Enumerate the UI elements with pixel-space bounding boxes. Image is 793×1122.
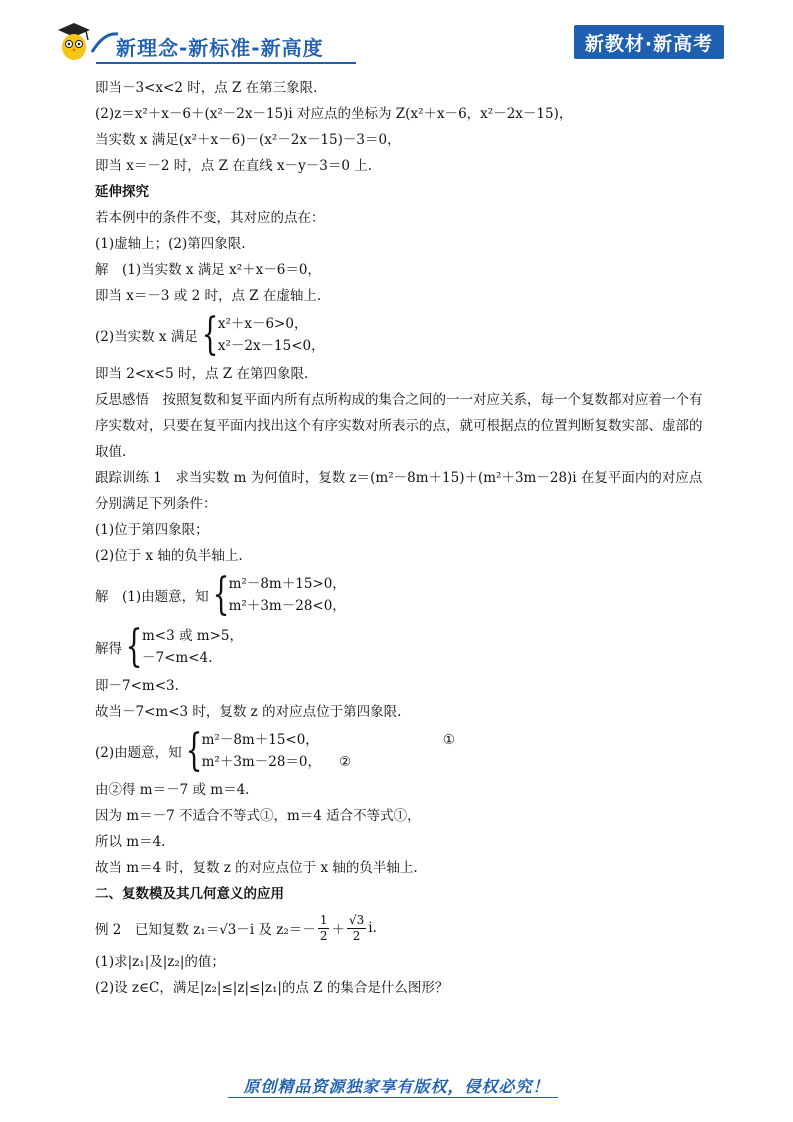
page-header bbox=[0, 0, 793, 70]
example-2-statement bbox=[95, 907, 705, 949]
text-line: 故当 m＝4 时，复数 z 的对应点位于 x 轴的负半轴上. bbox=[95, 860, 418, 876]
text-line: 即当 x＝－3 或 2 时，点 Z 在虚轴上. bbox=[95, 288, 322, 304]
fraction bbox=[347, 913, 366, 944]
text-line: 若本例中的条件不变，其对应的点在： bbox=[95, 210, 325, 226]
system-line: x²－2x－15<0， bbox=[217, 338, 325, 354]
text-line: 当实数 x 满足(x²＋x－6)－(x²－2x－15)－3＝0， bbox=[95, 132, 401, 148]
text-line: (2)z＝x²＋x－6＋(x²－2x－15)i 对应点的坐标为 Z(x²＋x－6，x²－2x－15)， bbox=[95, 106, 573, 122]
text-line: 解 (1)当实数 x 满足 x²＋x－6＝0， bbox=[95, 262, 321, 278]
text-line: 即当－3<x<2 时，点 Z 在第三象限. bbox=[95, 80, 318, 96]
text-line: 即－7<m<3. bbox=[95, 678, 179, 694]
text-line: 即当 2<x<5 时，点 Z 在第四象限. bbox=[95, 366, 309, 382]
fraction-numerator: 1 bbox=[319, 912, 328, 927]
system-line: x²＋x－6>0， bbox=[217, 316, 308, 332]
text-line: (2)设 z∈C，满足|z₂|≤|z|≤|z₁|的点 Z 的集合是什么图形？ bbox=[95, 980, 449, 996]
system-line-text: m²－8m＋15<0， bbox=[201, 732, 319, 748]
equation-system bbox=[95, 569, 705, 621]
example-text: ＋ bbox=[331, 922, 345, 938]
system-line: m²＋3m－28<0， bbox=[228, 598, 346, 614]
equation-system bbox=[95, 725, 705, 777]
system-line: －7<m<4. bbox=[142, 650, 213, 666]
system-line bbox=[202, 751, 455, 773]
system-prefix: 解 (1)由题意，知 bbox=[95, 589, 209, 605]
example-text: i. bbox=[368, 920, 377, 936]
text-line: (1)位于第四象限； bbox=[95, 522, 209, 538]
subheading-extension: 延伸探究 bbox=[95, 184, 149, 200]
system-prefix: 解得 bbox=[95, 641, 122, 657]
circled-number: ② bbox=[339, 754, 352, 770]
circled-number: ① bbox=[442, 732, 455, 748]
system-line: m²－8m＋15>0， bbox=[228, 576, 346, 592]
header-slogan: 新理念-新标准-新高度 bbox=[116, 36, 324, 60]
text-line: 故当－7<m<3 时，复数 z 的对应点位于第四象限. bbox=[95, 704, 402, 720]
text-line: 即当 x＝－2 时，点 Z 在直线 x－y－3＝0 上. bbox=[95, 158, 373, 174]
system-prefix: (2)当实数 x 满足 bbox=[95, 329, 198, 345]
text-line: (2)位于 x 轴的负半轴上. bbox=[95, 548, 243, 564]
section-heading: 二、复数模及其几何意义的应用 bbox=[95, 886, 284, 902]
equation-system bbox=[95, 309, 705, 361]
fraction-numerator: √3 bbox=[348, 912, 365, 927]
brace-icon: { bbox=[201, 309, 219, 360]
copyright-footer: 原创精品资源独家享有版权，侵权必究！ bbox=[243, 1077, 550, 1096]
brace-icon: { bbox=[212, 569, 230, 620]
footer-underline bbox=[228, 1097, 558, 1098]
system-line bbox=[202, 729, 455, 751]
fraction-denominator: 2 bbox=[319, 928, 328, 943]
text-line: (1)虚轴上；(2)第四象限. bbox=[95, 236, 246, 252]
text-line: 所以 m＝4. bbox=[95, 834, 166, 850]
fraction-denominator: 2 bbox=[352, 928, 361, 943]
brand-badge: 新教材·新高考 bbox=[574, 25, 724, 59]
header-underline bbox=[96, 62, 356, 64]
practice-paragraph: 跟踪训练 1 求当实数 m 为何值时，复数 z＝(m²－8m＋15)＋(m²＋3m－28)i 在复平面内的对应点分别满足下列条件： bbox=[95, 470, 703, 512]
text-line: 由②得 m＝－7 或 m＝4. bbox=[95, 782, 250, 798]
system-prefix: (2)由题意，知 bbox=[95, 745, 182, 761]
system-line: m<3 或 m>5， bbox=[142, 628, 243, 644]
brace-icon: { bbox=[125, 621, 143, 672]
text-line: 因为 m＝－7 不适合不等式①，m＝4 适合不等式①， bbox=[95, 808, 421, 824]
example-text: 例 2 已知复数 z₁＝√3－i 及 z₂＝－ bbox=[95, 922, 316, 938]
document-body bbox=[95, 75, 705, 1001]
brace-icon: { bbox=[185, 725, 203, 776]
system-line-text: m²＋3m－28＝0， bbox=[201, 754, 321, 770]
text-line: (1)求|z₁|及|z₂|的值； bbox=[95, 954, 225, 970]
fraction bbox=[318, 913, 330, 944]
equation-system bbox=[95, 621, 705, 673]
reflection-paragraph: 反思感悟 按照复数和复平面内所有点所构成的集合之间的一一对应关系，每一个复数都对应着一个有序实数对，只要在复平面内找出这个有序实数对所表示的点，就可根据点的位置判断复数实部、虚部的取值. bbox=[95, 392, 703, 460]
